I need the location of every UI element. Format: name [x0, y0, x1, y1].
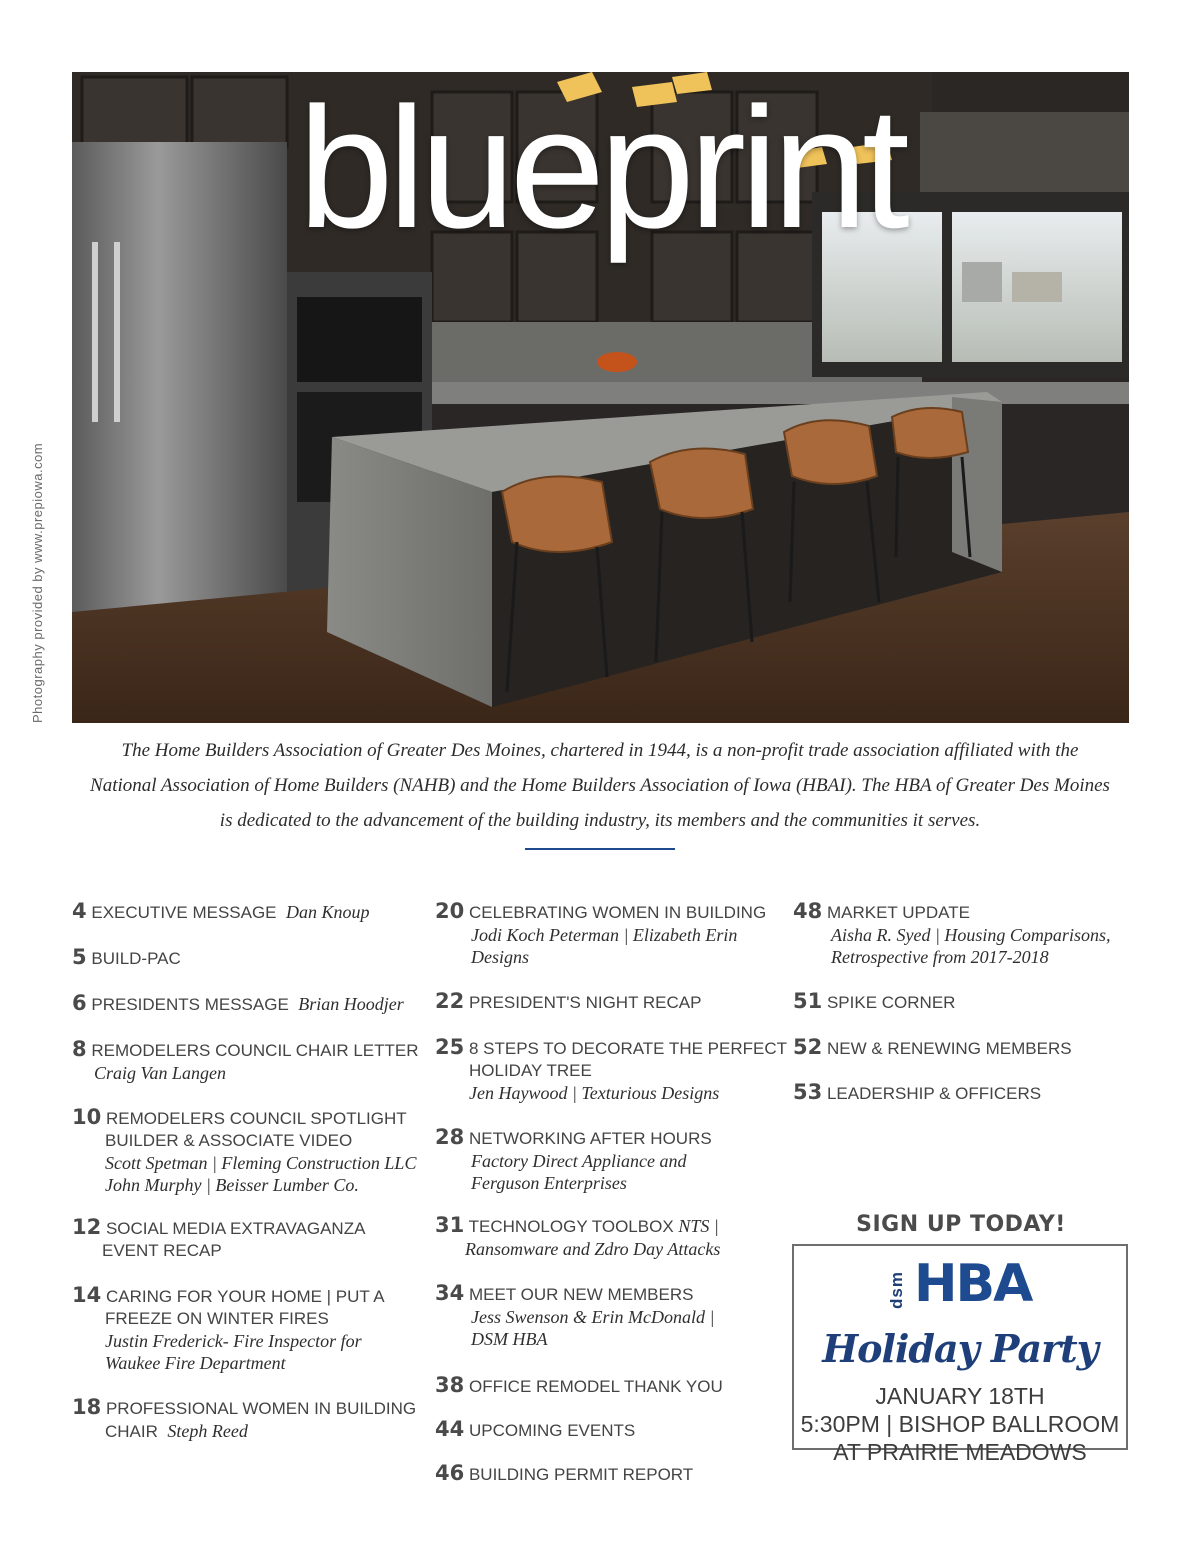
- toc-entry[interactable]: [435, 1126, 780, 1194]
- signup-heading[interactable]: SIGN UP TODAY!: [856, 1212, 1066, 1237]
- article-title: MARKET UPDATE: [826, 903, 970, 922]
- article-author: Ferguson Enterprises: [471, 1173, 627, 1193]
- article-title: PRESIDENT'S NIGHT RECAP: [468, 993, 702, 1012]
- mission-line: National Association of Home Builders (NAHB) and the Home Builders Association of Iowa (HBAI). The HBA of Greater Des Moines: [90, 775, 1110, 796]
- article-author: Jodi Koch Peterman | Elizabeth Erin: [471, 925, 738, 945]
- toc-entry[interactable]: [435, 990, 780, 1014]
- toc-entry[interactable]: [72, 1396, 417, 1443]
- toc-entry[interactable]: [435, 1418, 780, 1442]
- toc-entry[interactable]: [793, 900, 1123, 968]
- toc-entry[interactable]: [72, 946, 417, 970]
- page-number: 46: [435, 1461, 465, 1485]
- page-number: 52: [793, 1035, 823, 1059]
- page-number: 18: [72, 1395, 102, 1419]
- article-title-cont: CHAIR: [105, 1422, 158, 1441]
- photo-credit: Photography provided by www.prepiowa.com: [30, 442, 45, 723]
- toc-entry[interactable]: [435, 900, 780, 968]
- page-number: 14: [72, 1283, 102, 1307]
- page-number: 5: [72, 945, 87, 969]
- event-location: AT PRAIRIE MEADOWS: [833, 1439, 1087, 1465]
- toc-entry[interactable]: [435, 1035, 787, 1104]
- article-author: Designs: [471, 947, 529, 967]
- article-title: PRESIDENTS MESSAGE: [91, 995, 289, 1014]
- article-author: Brian Hoodjer: [298, 994, 404, 1014]
- article-title: MEET OUR NEW MEMBERS: [468, 1285, 694, 1304]
- article-title: PROFESSIONAL WOMEN IN BUILDING: [105, 1399, 417, 1418]
- holiday-party-title: Holiday Party: [822, 1326, 1098, 1371]
- masthead-title: blueprint: [298, 72, 904, 264]
- article-author: Jess Swenson & Erin McDonald |: [471, 1307, 715, 1327]
- article-title: SOCIAL MEDIA EXTRAVAGANZA: [105, 1219, 366, 1238]
- article-author: Retrospective from 2017-2018: [831, 947, 1049, 967]
- article-title: CARING FOR YOUR HOME | PUT A: [105, 1287, 385, 1306]
- article-author: Justin Frederick- Fire Inspector for: [105, 1331, 362, 1351]
- article-author: DSM HBA: [471, 1329, 548, 1349]
- toc-entry[interactable]: [793, 1081, 1123, 1105]
- toc-entry[interactable]: [72, 992, 417, 1016]
- page-number: 44: [435, 1417, 465, 1441]
- page-number: 51: [793, 989, 823, 1013]
- toc-entry[interactable]: [793, 990, 1123, 1014]
- event-time-venue: 5:30PM | BISHOP BALLROOM: [800, 1411, 1120, 1437]
- page-number: 20: [435, 899, 465, 923]
- logo-dsm-text: dsm: [886, 1271, 906, 1309]
- article-author: John Murphy | Beisser Lumber Co.: [105, 1175, 359, 1195]
- toc-entry[interactable]: [72, 1284, 417, 1374]
- toc-entry[interactable]: [72, 1106, 417, 1196]
- toc-entry[interactable]: [435, 1282, 780, 1350]
- divider: [525, 848, 675, 850]
- article-author: Steph Reed: [167, 1421, 248, 1441]
- article-author: Jen Haywood | Texturious Designs: [469, 1083, 720, 1103]
- toc-entry[interactable]: [435, 1374, 780, 1398]
- article-title: EXECUTIVE MESSAGE: [91, 903, 277, 922]
- article-title: BUILD-PAC: [91, 949, 181, 968]
- toc-entry[interactable]: [72, 900, 417, 924]
- article-title: NETWORKING AFTER HOURS: [468, 1129, 712, 1148]
- toc-entry[interactable]: [72, 1038, 417, 1084]
- logo-hba-text: HBA: [914, 1254, 1032, 1314]
- event-details: [794, 1382, 1126, 1466]
- article-title-cont: EVENT RECAP: [102, 1241, 222, 1260]
- page-number: 53: [793, 1080, 823, 1104]
- article-author: Aisha R. Syed | Housing Comparisons,: [831, 925, 1111, 945]
- article-title: REMODELERS COUNCIL SPOTLIGHT: [105, 1109, 407, 1128]
- holiday-party-ad[interactable]: [792, 1244, 1128, 1465]
- article-title-cont: BUILDER & ASSOCIATE VIDEO: [105, 1131, 353, 1150]
- article-title-cont: HOLIDAY TREE: [469, 1061, 592, 1080]
- page-number: 10: [72, 1105, 102, 1129]
- event-date: JANUARY 18TH: [875, 1383, 1045, 1409]
- page-number: 12: [72, 1215, 102, 1239]
- page-number: 48: [793, 899, 823, 923]
- page-number: 25: [435, 1035, 465, 1059]
- article-title: LEADERSHIP & OFFICERS: [826, 1084, 1042, 1103]
- article-title: NEW & RENEWING MEMBERS: [826, 1039, 1072, 1058]
- article-author: Waukee Fire Department: [105, 1353, 286, 1373]
- article-title-cont: FREEZE ON WINTER FIRES: [105, 1309, 329, 1328]
- article-title: UPCOMING EVENTS: [468, 1421, 636, 1440]
- article-title: SPIKE CORNER: [826, 993, 956, 1012]
- article-title: TECHNOLOGY TOOLBOX: [468, 1217, 674, 1236]
- article-title: 8 STEPS TO DECORATE THE PERFECT: [468, 1039, 787, 1058]
- mission-line: The Home Builders Association of Greater Des Moines, chartered in 1944, is a non-profit trade association affiliated with the: [121, 740, 1079, 761]
- page-number: 6: [72, 991, 87, 1015]
- page-number: 4: [72, 899, 87, 923]
- toc-entry[interactable]: [435, 1214, 780, 1260]
- article-author: Craig Van Langen: [94, 1063, 227, 1083]
- page-number: 22: [435, 989, 465, 1013]
- article-author: Dan Knoup: [285, 902, 370, 922]
- article-author: NTS |: [678, 1216, 719, 1236]
- page-number: 28: [435, 1125, 465, 1149]
- page-number: 38: [435, 1373, 465, 1397]
- page-number: 8: [72, 1037, 87, 1061]
- page-number: 34: [435, 1281, 465, 1305]
- article-author: Ransomware and Zdro Day Attacks: [465, 1239, 721, 1259]
- article-title: BUILDING PERMIT REPORT: [468, 1465, 694, 1484]
- article-author: Scott Spetman | Fleming Construction LLC: [105, 1153, 417, 1173]
- mission-line: is dedicated to the advancement of the building industry, its members and the communities it serves.: [219, 810, 981, 831]
- article-author: Factory Direct Appliance and: [471, 1151, 687, 1171]
- mission-statement: [40, 733, 1160, 838]
- toc-entry[interactable]: [72, 1216, 417, 1262]
- toc-entry[interactable]: [793, 1036, 1123, 1060]
- article-title: REMODELERS COUNCIL CHAIR LETTER: [91, 1041, 419, 1060]
- page-number: 31: [435, 1213, 465, 1237]
- toc-entry[interactable]: [435, 1462, 780, 1486]
- hba-logo: [886, 1254, 1032, 1320]
- article-title: CELEBRATING WOMEN IN BUILDING: [468, 903, 767, 922]
- article-title: OFFICE REMODEL THANK YOU: [468, 1377, 723, 1396]
